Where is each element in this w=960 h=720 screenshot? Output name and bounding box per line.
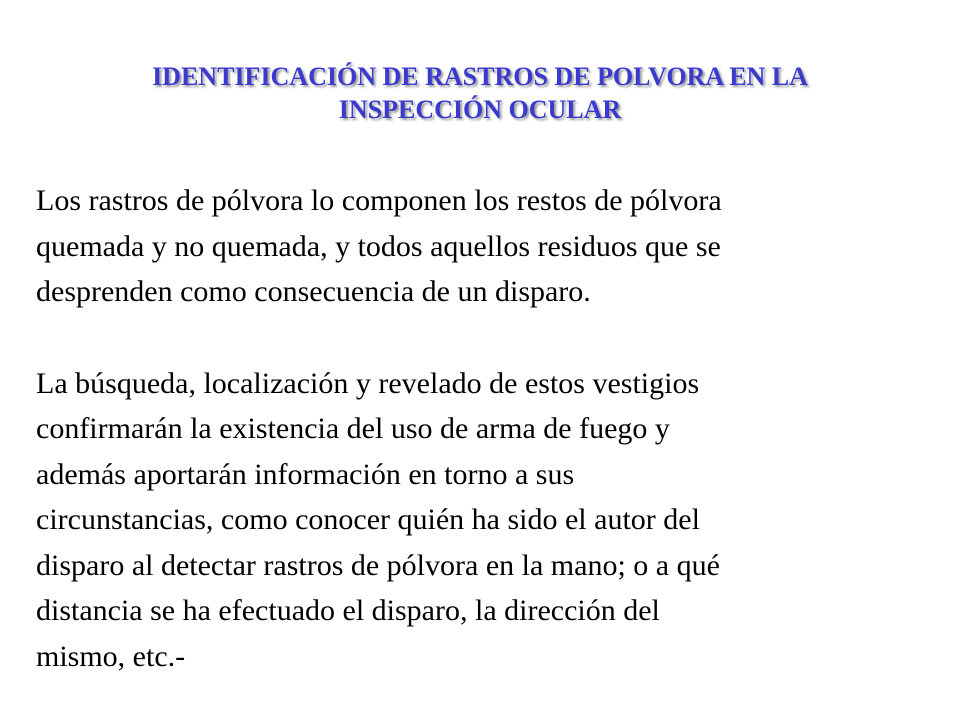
text-line: disparo al detectar rastros de pólvora en la mano; o a qué — [36, 548, 720, 582]
paragraph-definition — [36, 178, 866, 315]
text-line: mismo, etc.- — [36, 639, 186, 673]
slide-title — [40, 60, 920, 126]
text-line: distancia se ha efectuado el disparo, la dirección del — [36, 594, 660, 627]
text-line: circunstancias, como conocer quién ha sido el autor del — [36, 503, 700, 536]
text-line: Los rastros de pólvora lo componen los restos de pólvora — [36, 184, 722, 217]
title-line: INSPECCIÓN OCULAR — [338, 95, 622, 124]
text-line: además aportarán información en torno a sus — [36, 457, 575, 491]
paragraph-purpose — [36, 361, 866, 680]
text-line: La búsqueda, localización y revelado de estos vestigios — [36, 366, 700, 400]
text-line: desprenden como consecuencia de un disparo. — [36, 275, 591, 308]
slide-body — [36, 178, 866, 679]
text-line: quemada y no quemada, y todos aquellos residuos que se — [36, 229, 721, 263]
text-line: confirmarán la existencia del uso de arma de fuego y — [36, 412, 670, 445]
title-line: IDENTIFICACIÓN DE RASTROS DE POLVORA EN LA — [152, 62, 808, 91]
